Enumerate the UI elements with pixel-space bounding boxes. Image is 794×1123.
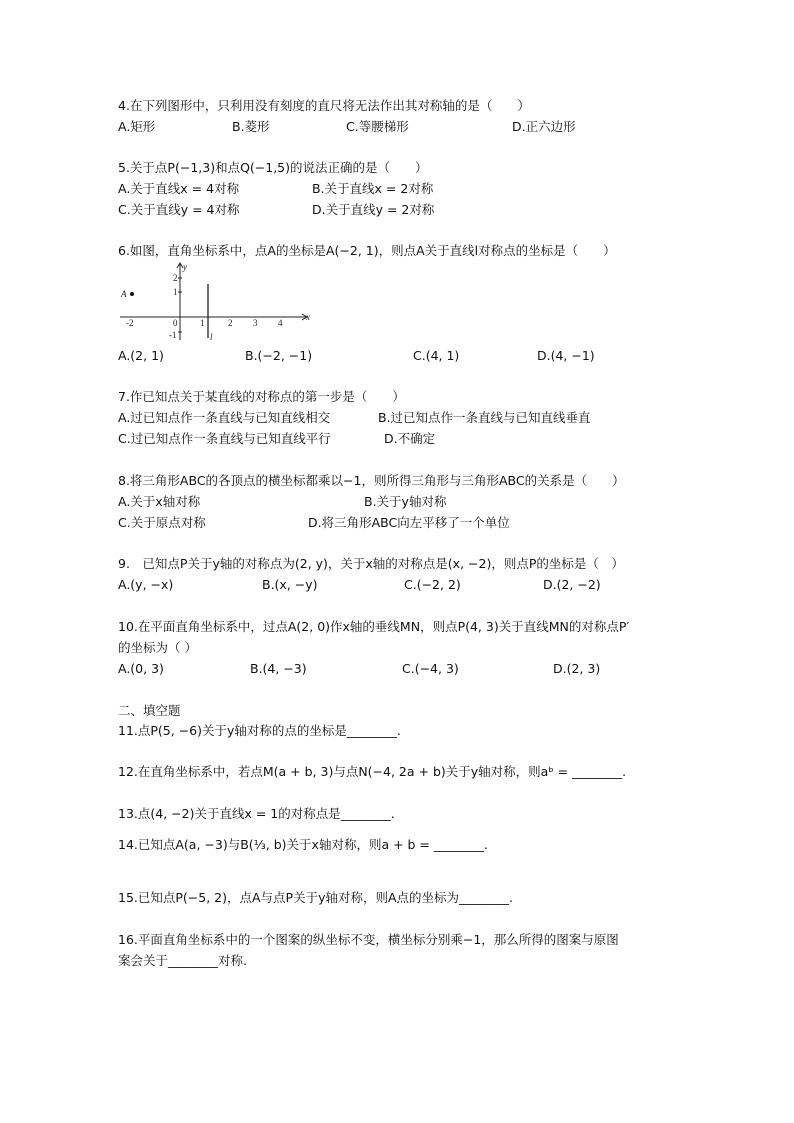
- y-tick-label: -1: [169, 330, 177, 340]
- section-title: 二、填空题: [118, 703, 181, 718]
- q6-option-d: D.(4, −1): [537, 348, 595, 363]
- q9-option-a: A.(y, −x): [118, 577, 174, 592]
- q9-option-d: D.(2, −2): [543, 577, 601, 592]
- q4-option-b: B.菱形: [232, 119, 270, 134]
- x-tick-label: 3: [253, 318, 258, 328]
- x-tick-label: 4: [278, 318, 283, 328]
- q5-option-b: B.关于直线x = 2对称: [312, 181, 434, 196]
- q10-option-c: C.(−4, 3): [402, 661, 459, 676]
- q5-option-d: D.关于直线y = 2对称: [312, 202, 435, 217]
- y-tick-label: 1: [173, 287, 178, 297]
- q9-option-c: C.(−2, 2): [404, 577, 461, 592]
- q10-stem-line1: 10.在平面直角坐标系中，过点A(2, 0)作x轴的垂线MN，则点P(4, 3)关于直线MN的对称点P′: [118, 619, 630, 634]
- y-tick-label: 2: [173, 273, 178, 283]
- q4-stem: 4.在下列图形中，只利用没有刻度的直尺将无法作出其对称轴的是（ ）: [118, 98, 530, 113]
- fill-question-14: 14.已知点A(a, −3)与B(⅓, b)关于x轴对称，则a + b = ________.: [118, 837, 488, 852]
- q6-option-c: C.(4, 1): [413, 348, 460, 363]
- point-a: [130, 292, 134, 296]
- fill-question-11: 11.点P(5, −6)关于y轴对称的点的坐标是________.: [118, 723, 401, 738]
- q10-option-a: A.(0, 3): [118, 661, 164, 676]
- x-axis-label: x: [306, 312, 310, 322]
- x-tick-label: 0: [173, 318, 178, 328]
- q4-option-d: D.正六边形: [512, 119, 576, 134]
- q6-option-a: A.(2, 1): [118, 348, 164, 363]
- q8-option-c: C.关于原点对称: [118, 515, 206, 530]
- q9-stem: 9. 已知点P关于y轴的对称点为(2, y)，关于x轴的对称点是(x, −2)，则点P的坐标是（ ）: [118, 556, 624, 571]
- q10-stem-line2: 的坐标为（ ）: [118, 640, 197, 655]
- x-tick-label: -2: [126, 318, 134, 328]
- y-axis-label: y: [183, 262, 187, 272]
- q5-stem: 5.关于点P(−1,3)和点Q(−1,5)的说法正确的是（ ）: [118, 160, 428, 175]
- q8-option-b: B.关于y轴对称: [364, 494, 447, 509]
- q4-option-a: A.矩形: [118, 119, 156, 134]
- q7-stem: 7.作已知点关于某直线的对称点的第一步是（ ）: [118, 389, 405, 404]
- q5-option-c: C.关于直线y = 4对称: [118, 202, 240, 217]
- q6-stem: 6.如图，直角坐标系中，点A的坐标是A(−2, 1)，则点A关于直线l对称点的坐标是（ ）: [118, 243, 616, 258]
- line-l-label: l: [210, 332, 213, 342]
- x-tick-label: 2: [228, 318, 233, 328]
- fill-question-15: 15.已知点P(−5, 2)，点A与点P关于y轴对称，则A点的坐标为________.: [118, 890, 514, 905]
- point-a-label: A: [121, 289, 127, 299]
- q7-option-b: B.过已知点作一条直线与已知直线垂直: [378, 410, 591, 425]
- q10-option-b: B.(4, −3): [250, 661, 307, 676]
- q7-option-a: A.过已知点作一条直线与已知直线相交: [118, 410, 331, 425]
- q5-option-a: A.关于直线x = 4对称: [118, 181, 240, 196]
- x-tick-label: 1: [200, 318, 205, 328]
- q8-option-a: A.关于x轴对称: [118, 494, 201, 509]
- q6-option-b: B.(−2, −1): [245, 348, 313, 363]
- q10-option-d: D.(2, 3): [553, 661, 601, 676]
- q7-option-d: D.不确定: [384, 431, 436, 446]
- fill-question-16-line2: 案会关于________对称.: [118, 953, 247, 968]
- q9-option-b: B.(x, −y): [262, 577, 318, 592]
- q8-stem: 8.将三角形ABC的各顶点的横坐标都乘以−1，则所得三角形与三角形ABC的关系是（ ）: [118, 473, 625, 488]
- q8-option-d: D.将三角形ABC向左平移了一个单位: [308, 515, 510, 530]
- q7-option-c: C.过已知点作一条直线与已知直线平行: [118, 431, 331, 446]
- q6-coordinate-figure: [116, 262, 316, 342]
- fill-question-13: 13.点(4, −2)关于直线x = 1的对称点是________.: [118, 806, 395, 821]
- fill-question-16-line1: 16.平面直角坐标系中的一个图案的纵坐标不变，横坐标分别乘−1，那么所得的图案与原图: [118, 932, 619, 947]
- q4-option-c: C.等腰梯形: [346, 119, 409, 134]
- fill-question-12: 12.在直角坐标系中，若点M(a + b, 3)与点N(−4, 2a + b)关于y轴对称，则aᵇ = ________.: [118, 764, 627, 779]
